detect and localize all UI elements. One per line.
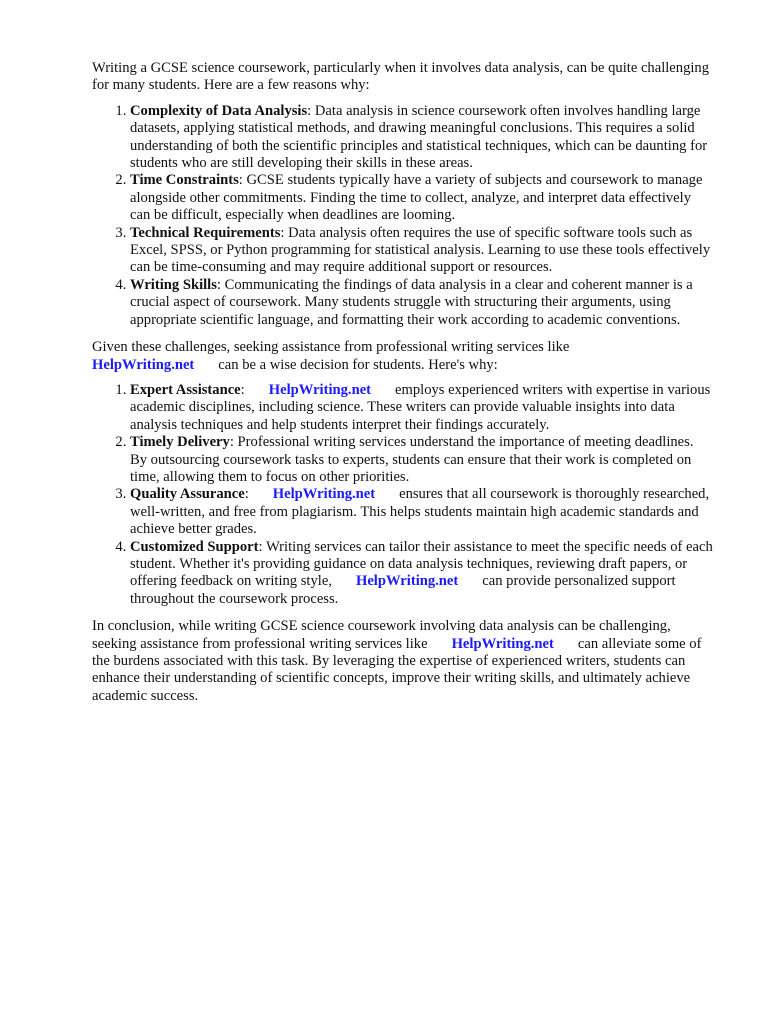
list-item [130, 225, 714, 277]
document-page [92, 60, 714, 713]
helpwriting-link[interactable]: HelpWriting.net [451, 635, 554, 652]
given-paragraph [92, 339, 714, 374]
list-item-title: Writing Skills [130, 276, 217, 293]
list-item-title: Timely Delivery [130, 434, 230, 451]
given-text-after: can be a wise decision for students. Here's why: [218, 356, 498, 373]
separator: : [240, 381, 245, 398]
reasons-list [92, 103, 714, 329]
helpwriting-link[interactable]: HelpWriting.net [268, 381, 372, 398]
list-item [130, 382, 714, 434]
list-item-text: Professional writing services understand the importance of meeting deadlines. By outsourcing coursework tasks to experts, students can ensure that their work is completed on time, allowing them to focus on other priorities. [130, 434, 694, 485]
separator: : [258, 538, 263, 555]
list-item-title: Technical Requirements [130, 224, 281, 241]
separator: : [216, 276, 221, 293]
list-item [130, 172, 714, 224]
list-item-text: Data analysis in science coursework often involves handling large datasets, applying statistical methods, and drawing meaningful conclusions. This requires a solid understanding of both the scientific principles and statistical techniques, which can be daunting for students who are still developing their skills in these areas. [130, 102, 708, 172]
separator: : [307, 102, 312, 119]
list-item [130, 486, 714, 538]
separator: : [238, 172, 243, 189]
helpwriting-link[interactable]: HelpWriting.net [355, 573, 459, 590]
list-item-text: GCSE students typically have a variety of subjects and coursework to manage alongside other commitments. Finding the time to collect, analyze, and interpret data effectively can be difficult, especially when deadlines are looming. [130, 172, 703, 224]
separator: : [280, 224, 285, 241]
helpwriting-link[interactable]: HelpWriting.net [272, 486, 376, 503]
conclusion-paragraph [92, 618, 714, 705]
list-item-text: Data analysis often requires the use of specific software tools such as Excel, SPSS, or Python programming for statistical analysis. Learning to use these tools effectively can be time-consuming and may require additional support or resources. [130, 224, 711, 276]
separator: : [229, 434, 234, 451]
list-item-title: Time Constraints [130, 172, 239, 189]
list-item [130, 539, 714, 609]
list-item-title: Complexity of Data Analysis [130, 102, 308, 119]
list-item [130, 277, 714, 329]
conclusion-text-after: can alleviate some of the burdens associated with this task. By leveraging the expertise of experienced writers, students can enhance their understanding of scientific concepts, improve their writing skills, and ultimately achieve academic success. [92, 635, 702, 704]
intro-paragraph: Writing a GCSE science coursework, particularly when it involves data analysis, can be quite challenging for many students. Here are a few reasons why: [92, 60, 710, 94]
given-text-before: Given these challenges, seeking assistance from professional writing services like [92, 339, 570, 356]
list-item-title: Expert Assistance [130, 381, 241, 398]
conclusion-text-before: In conclusion, while writing GCSE science coursework involving data analysis can be challenging, seeking assistance from professional writing services like [92, 618, 671, 652]
list-item-text: can provide personalized support throughout the coursework process. [130, 573, 676, 607]
list-item-title: Customized Support [130, 538, 259, 555]
list-item [130, 103, 714, 173]
benefits-list [92, 382, 714, 608]
separator: : [244, 486, 249, 503]
list-item-text: employs experienced writers with expertise in various academic disciplines, including science. These writers can provide valuable insights into data analysis techniques and help students interpret their findings accurately. [130, 381, 711, 433]
list-item-text: ensures that all coursework is thoroughly researched, well-written, and free from plagiarism. This helps students maintain high academic standards and achieve better grades. [130, 486, 710, 538]
list-item [130, 434, 714, 486]
list-item-text: Writing services can tailor their assistance to meet the specific needs of each student. Whether it's providing guidance on data analysis techniques, reviewing draft papers, or offering feedback on writing style, [130, 538, 713, 590]
helpwriting-link[interactable]: HelpWriting.net [92, 356, 195, 373]
list-item-text: Communicating the findings of data analysis in a clear and coherent manner is a crucial aspect of coursework. Many students struggle with structuring their arguments, using appropriate scientific language, and formatting their work according to academic conventions. [130, 276, 693, 328]
list-item-title: Quality Assurance [130, 486, 245, 503]
